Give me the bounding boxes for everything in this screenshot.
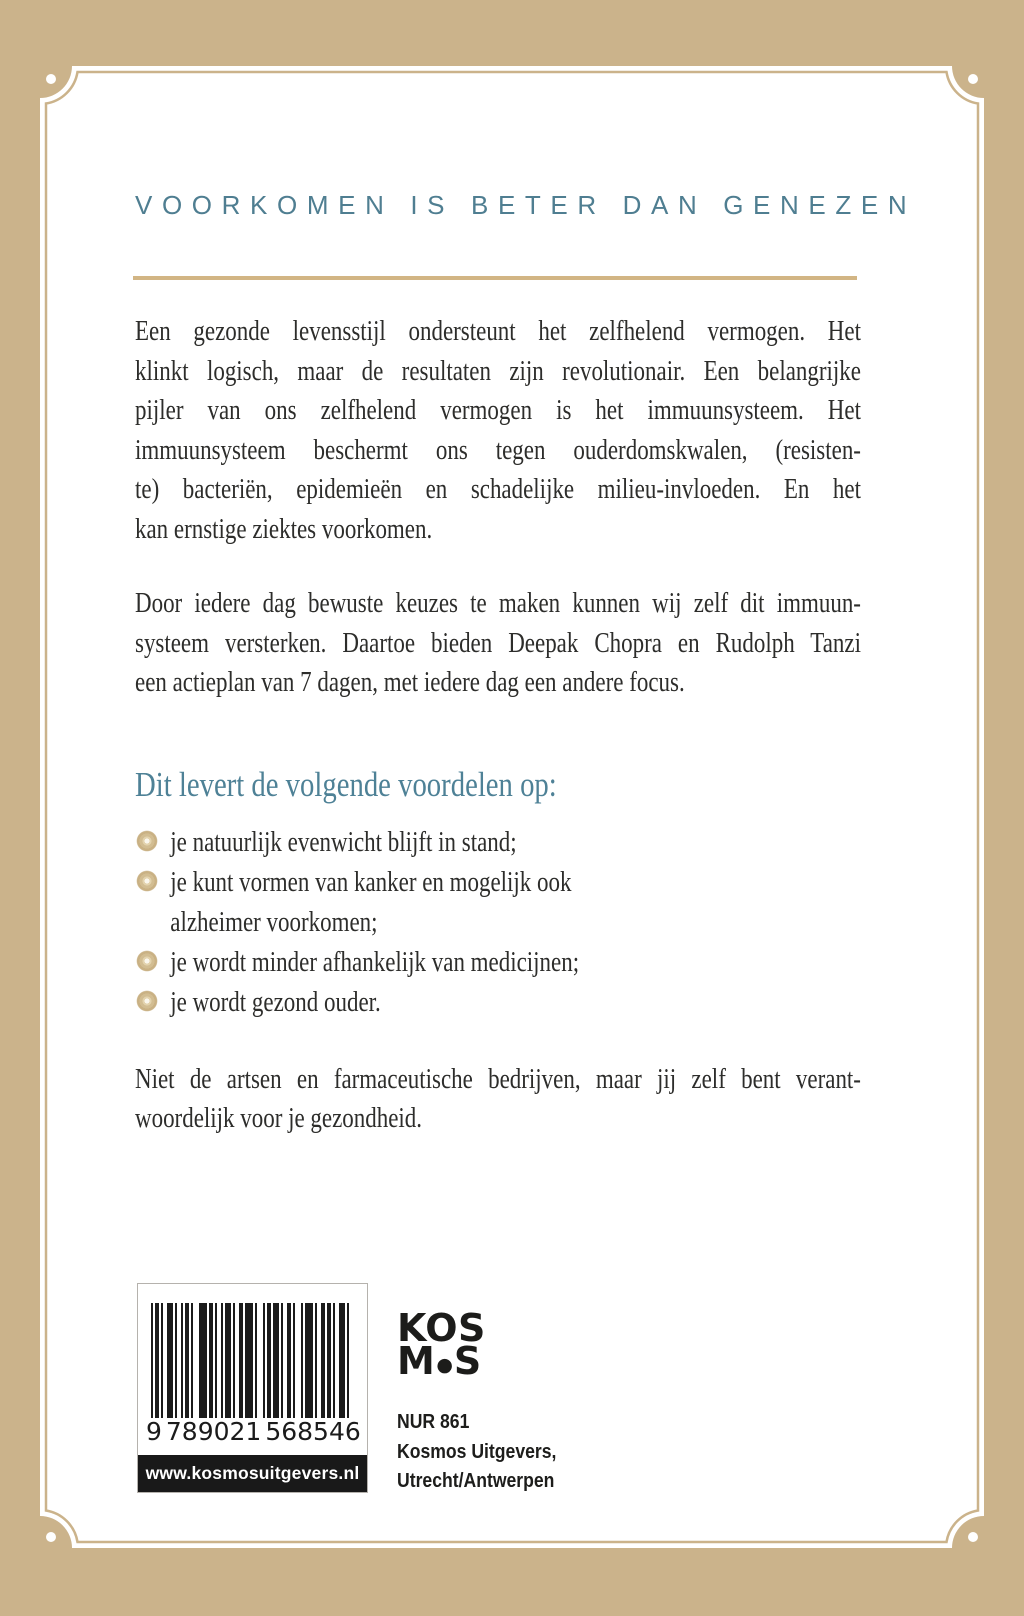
text-line: systeem versterken. Daartoe bieden Deepak Chopra en Rudolph Tanzi bbox=[135, 627, 861, 659]
barcode-bar bbox=[199, 1303, 207, 1424]
barcode-bar bbox=[287, 1303, 291, 1424]
barcode-bar bbox=[315, 1303, 317, 1424]
barcode-bar bbox=[301, 1303, 303, 1424]
corner-dot-icon bbox=[968, 74, 978, 84]
gold-divider bbox=[133, 276, 857, 280]
benefits-list bbox=[135, 823, 861, 1023]
benefit-item-line: je kunt vormen van kanker en mogelijk ook bbox=[170, 866, 572, 898]
barcode-bar bbox=[245, 1303, 253, 1424]
benefit-item-line: je natuurlijk evenwicht blijft in stand; bbox=[170, 826, 517, 858]
barcode-bar bbox=[167, 1303, 173, 1424]
barcode-bar bbox=[209, 1303, 213, 1424]
benefits-heading: Dit levert de volgende voordelen op: bbox=[135, 764, 557, 804]
publisher-website: www.kosmosuitgevers.nl bbox=[145, 1463, 360, 1483]
barcode-bar bbox=[239, 1303, 243, 1424]
nur-code: NUR 861 bbox=[397, 1411, 470, 1433]
rosette-bullet-icon bbox=[136, 950, 158, 972]
isbn-digits bbox=[144, 1418, 361, 1448]
publisher-name: Kosmos Uitgevers, bbox=[397, 1440, 557, 1463]
barcode-bar bbox=[327, 1303, 331, 1424]
text-line: Door iedere dag bewuste keuzes te maken kunnen wij zelf dit immuun- bbox=[135, 588, 861, 619]
corner-dot-icon bbox=[46, 74, 56, 84]
barcode-bar bbox=[161, 1303, 163, 1424]
text-line: klinkt logisch, maar de resultaten zijn revolutionair. Een belangrijke bbox=[135, 355, 861, 387]
barcode-bar bbox=[305, 1303, 313, 1424]
text-line: immuunsysteem beschermt ons tegen ouderdomskwalen, (resisten- bbox=[135, 434, 861, 466]
kosmos-logo bbox=[397, 1306, 486, 1383]
benefit-item-line: alzheimer voorkomen; bbox=[170, 906, 378, 938]
publisher-website-strip bbox=[138, 1455, 367, 1492]
barcode-bar bbox=[273, 1303, 279, 1424]
barcode-bar bbox=[215, 1303, 217, 1424]
isbn-check-digit: 9 bbox=[146, 1417, 162, 1446]
barcode-bar bbox=[181, 1303, 183, 1424]
body-text-column bbox=[135, 312, 861, 1139]
isbn-group-1: 789021 bbox=[165, 1417, 262, 1446]
kosmos-logo-line2: M●S bbox=[397, 1339, 482, 1383]
text-line: kan ernstige ziektes voorkomen. bbox=[135, 513, 433, 545]
barcode-bar bbox=[321, 1303, 325, 1424]
rosette-bullet-icon bbox=[136, 830, 158, 852]
barcode-bar bbox=[221, 1303, 223, 1424]
barcode-bar bbox=[175, 1303, 177, 1424]
benefit-item-line: je wordt minder afhankelijk van medicijnen; bbox=[170, 946, 580, 978]
page-title: VOORKOMEN IS BETER DAN GENEZEN bbox=[135, 190, 917, 220]
barcode-bar bbox=[333, 1303, 335, 1424]
rosette-bullet-icon bbox=[136, 870, 158, 892]
barcode-bar bbox=[233, 1303, 235, 1424]
rosette-bullet-icon bbox=[136, 990, 158, 1012]
barcode-bar bbox=[191, 1303, 193, 1424]
publisher-info bbox=[397, 1408, 556, 1497]
barcode-bar bbox=[225, 1303, 231, 1424]
isbn-group-2: 568546 bbox=[265, 1417, 361, 1446]
text-line: Niet de artsen en farmaceutische bedrijven, maar jij zelf bent verant- bbox=[135, 1063, 861, 1095]
corner-dot-icon bbox=[46, 1532, 56, 1542]
benefit-item-line: je wordt gezond ouder. bbox=[170, 986, 381, 1018]
text-line: te) bacteriën, epidemieën en schadelijke milieu-invloeden. En het bbox=[135, 474, 861, 505]
barcode-block bbox=[137, 1283, 368, 1493]
text-line: woordelijk voor je gezondheid. bbox=[135, 1103, 423, 1134]
text-line: pijler van ons zelfhelend vermogen is het immuunsysteem. Het bbox=[135, 395, 861, 426]
corner-dot-icon bbox=[968, 1532, 978, 1542]
barcode-bar bbox=[185, 1303, 189, 1424]
barcode-bar bbox=[293, 1303, 295, 1424]
paragraph-responsibility bbox=[135, 1060, 861, 1139]
barcode-bar bbox=[281, 1303, 283, 1424]
text-line: Een gezonde levensstijl ondersteunt het zelfhelend vermogen. Het bbox=[135, 316, 861, 347]
paragraph-action-plan bbox=[135, 584, 861, 703]
kosmos-logo-line1: KOS bbox=[397, 1306, 486, 1350]
paragraph-immune-system bbox=[135, 312, 861, 549]
logo-dot-icon: ● bbox=[436, 1354, 453, 1376]
barcode-bar bbox=[267, 1303, 271, 1424]
text-line: een actieplan van 7 dagen, met iedere dag een andere focus. bbox=[135, 667, 685, 698]
publisher-cities: Utrecht/Antwerpen bbox=[397, 1470, 555, 1492]
